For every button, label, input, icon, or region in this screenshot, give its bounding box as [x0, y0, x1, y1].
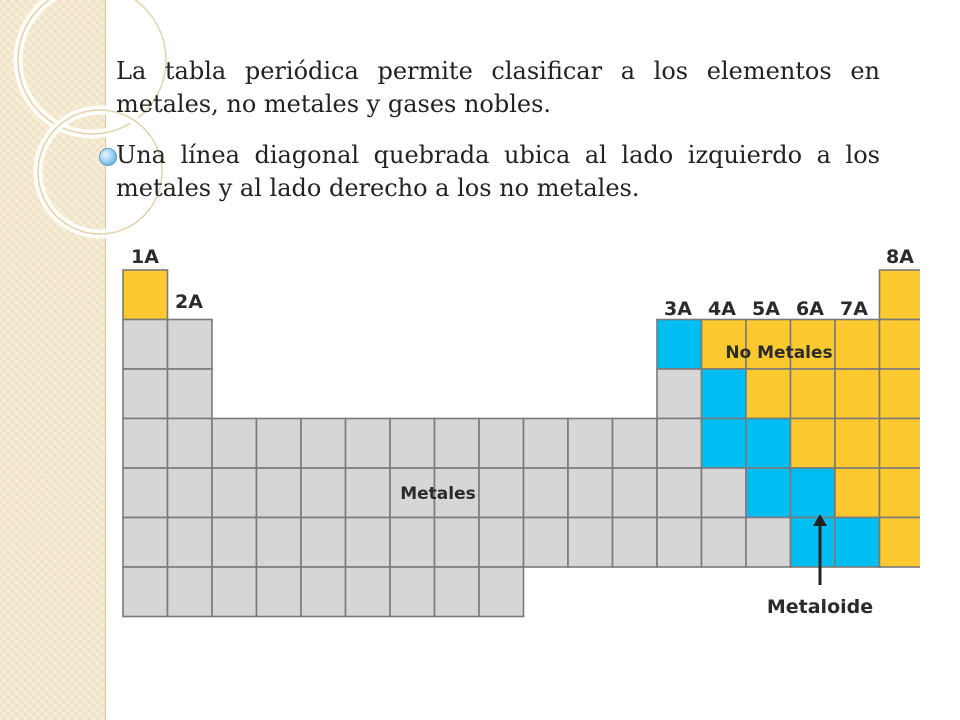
metal-cell — [613, 468, 658, 518]
nonmetal-cell — [880, 270, 921, 320]
nonmetal-cell — [835, 468, 880, 518]
metal-cell — [613, 518, 658, 568]
metal-cell — [346, 468, 391, 518]
nonmetal-cell — [835, 320, 880, 370]
nonmetal-cell — [880, 369, 921, 419]
nonmetal-cell — [880, 468, 921, 518]
metal-cell — [568, 419, 613, 469]
metal-cell — [346, 419, 391, 469]
metal-cell — [123, 369, 168, 419]
metal-cell — [257, 419, 302, 469]
metal-cell — [479, 468, 524, 518]
metal-cell — [746, 518, 791, 568]
metal-cell — [435, 518, 480, 568]
metal-cell — [301, 468, 346, 518]
metal-cell — [168, 369, 213, 419]
group-label-2a: 2A — [175, 291, 203, 313]
group-label-8a: 8A — [886, 246, 914, 268]
metal-cell — [390, 419, 435, 469]
metal-cell — [524, 468, 569, 518]
metal-cell — [168, 518, 213, 568]
metal-cell — [524, 518, 569, 568]
metal-cell — [435, 419, 480, 469]
nonmetal-cell — [835, 369, 880, 419]
metal-cell — [568, 518, 613, 568]
metal-cell — [346, 567, 391, 617]
metal-cell — [657, 518, 702, 568]
metal-cell — [123, 419, 168, 469]
metal-cell — [212, 518, 257, 568]
metalloid-cell — [791, 468, 836, 518]
metal-cell — [168, 320, 213, 370]
nonmetal-cell — [123, 270, 168, 320]
group-label-7a: 7A — [840, 298, 868, 320]
metal-cell — [568, 468, 613, 518]
metal-cell — [657, 369, 702, 419]
paragraph-diagonal-line: Una línea diagonal quebrada ubica al lado izquierdo a los metales y al lado derecho a los no metales. — [116, 141, 880, 202]
bullet-icon — [99, 148, 117, 166]
metalloid-cell — [657, 320, 702, 370]
metal-cell — [257, 468, 302, 518]
metal-cell — [301, 419, 346, 469]
group-label-6a: 6A — [796, 298, 824, 320]
metalloid-cell — [835, 518, 880, 568]
group-label-1a: 1A — [131, 246, 159, 268]
group-label-5a: 5A — [752, 298, 780, 320]
metalloid-cell — [746, 468, 791, 518]
nonmetal-cell — [835, 419, 880, 469]
metal-cell — [479, 567, 524, 617]
nonmetal-cell — [880, 320, 921, 370]
metal-cell — [301, 518, 346, 568]
nonmetal-cell — [746, 369, 791, 419]
metal-cell — [524, 419, 569, 469]
metal-cell — [657, 468, 702, 518]
metal-cell — [123, 567, 168, 617]
metalloid-cell — [702, 419, 747, 469]
metal-cell — [479, 518, 524, 568]
metal-cell — [123, 468, 168, 518]
metalloid-cell — [702, 369, 747, 419]
metalloid-cell — [746, 419, 791, 469]
metalloid-label: Metaloide — [766, 596, 874, 618]
metal-cell — [657, 419, 702, 469]
metal-cell — [702, 518, 747, 568]
metal-cell — [123, 320, 168, 370]
group-label-4a: 4A — [708, 298, 736, 320]
metal-cell — [613, 419, 658, 469]
group-label-3a: 3A — [664, 298, 692, 320]
nonmetal-cell — [791, 369, 836, 419]
metal-cell — [212, 468, 257, 518]
nonmetal-cell — [880, 518, 921, 568]
metal-cell — [168, 419, 213, 469]
nonmetal-cell — [791, 419, 836, 469]
metal-cell — [168, 567, 213, 617]
periodic-table-svg — [120, 235, 920, 635]
metal-cell — [390, 518, 435, 568]
metal-cell — [346, 518, 391, 568]
metal-cell — [123, 518, 168, 568]
periodic-table-diagram — [120, 235, 920, 635]
metal-cell — [257, 567, 302, 617]
metal-cell — [390, 567, 435, 617]
metal-cell — [212, 419, 257, 469]
metal-cell — [168, 468, 213, 518]
paragraph-classification: La tabla periódica permite clasificar a los elementos en metales, no metales y gases nobles. — [116, 57, 880, 118]
decorative-sidebar — [0, 0, 106, 720]
metal-cell — [702, 468, 747, 518]
metal-cell — [301, 567, 346, 617]
metal-cell — [212, 567, 257, 617]
nonmetal-cell — [880, 419, 921, 469]
metals-label: Metales — [400, 484, 476, 504]
metalloid-cell — [791, 518, 836, 568]
metal-cell — [257, 518, 302, 568]
metal-cell — [479, 419, 524, 469]
metal-cell — [435, 567, 480, 617]
nonmetals-label: No Metales — [725, 343, 833, 363]
